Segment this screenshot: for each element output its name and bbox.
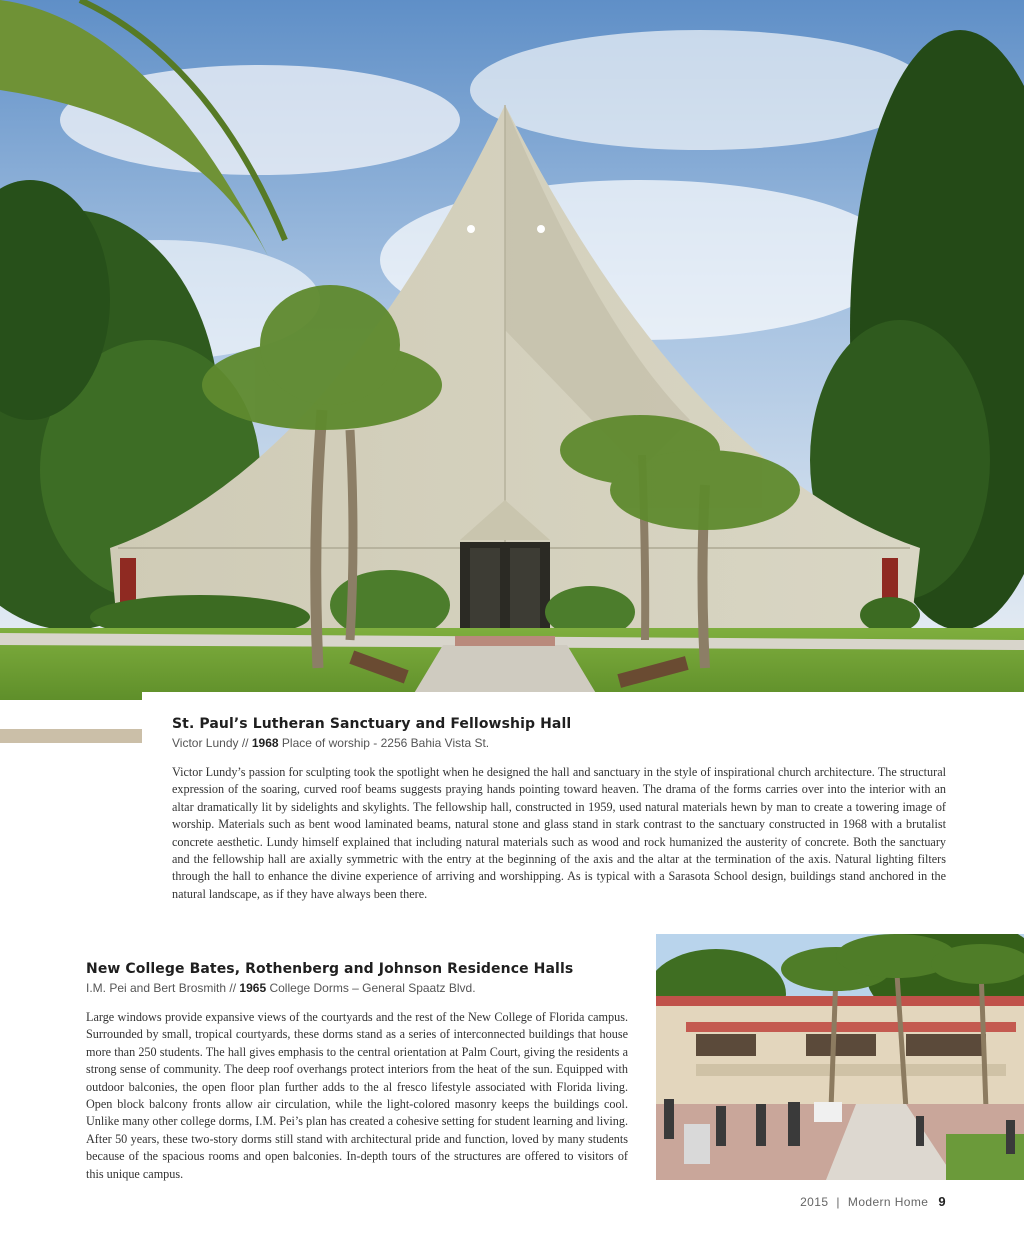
architect-name: I.M. Pei and Bert Brosmith bbox=[86, 981, 227, 995]
article-body: Victor Lundy’s passion for sculpting took the spotlight when he designed the hall and sanctuary in the style of inspirational church architecture. The structural expression of the soaring, curved roof beams suggests praying hands pointing toward heaven. The drama of the forms carries over into the interior with an altar dramatically lit by sidelights and skylights. The fellowship hall, constructed in 1959, used natural materials hewn by man to create a towering image of worship. Materials such as bent wood laminated beams, natural stone and glass stand in stark contrast to the sanctuary constructed in 1968 with a brutalist concrete aesthetic. Lundy himself explained that including natural materials such as wood and rock humanized the austerity of concrete. Both the sanctuary and the fellowship hall are axially symmetric with the entry at the beginning of the axis and the altar at the termination of the axis. Natural lighting filters through the hall to enhance the divine experience of arriving and worshipping. As is typical with a Sarasota School design, buildings stand anchored in the natural landscape, as if they have always been there. bbox=[172, 765, 946, 901]
article-title: St. Paul’s Lutheran Sanctuary and Fellowship Hall bbox=[172, 716, 572, 732]
article-meta bbox=[172, 736, 946, 750]
decorative-strip bbox=[0, 729, 142, 743]
dorm-photo bbox=[656, 934, 1024, 1180]
publication-name: Modern Home bbox=[847, 1195, 929, 1209]
year: 1968 bbox=[251, 736, 279, 750]
article-new-college bbox=[86, 961, 628, 1183]
year: 1965 bbox=[239, 981, 267, 995]
building-details: College Dorms – General Spaatz Blvd. bbox=[269, 981, 476, 995]
article-body: Large windows provide expansive views of the courtyards and the rest of the New College of Florida campus. Surrounded by small, tropical courtyards, these dorms stand as a series of interconnected buildings that house more than 250 students. The hall gives emphasis to the central orientation at Palm Court, giving the residents a strong sense of community. The deep roof overhangs protect interiors from the heat of the sun. Equipped with outdoor balconies, the open floor plan further adds to the al fresco lifestyle associated with Florida living. Open block balcony fronts allow air circulation, while the light-colored masonry keeps the buildings cool. Unlike many other college dorms, I.M. Pei’s plan has created a cohesive setting for student learning and living. After 50 years, these two-story dorms still stand with architectural pride and function, loved by many students because of the spacious rooms and open balconies. In-depth tours of the structures are offered to visitors of this unique campus. bbox=[86, 1010, 628, 1181]
footer-year: 2015 bbox=[800, 1195, 829, 1209]
meta-separator: // bbox=[229, 981, 237, 995]
dorm-illustration bbox=[656, 934, 1024, 1180]
article-meta bbox=[86, 981, 628, 995]
building-details: Place of worship - 2256 Bahia Vista St. bbox=[281, 736, 490, 750]
article-title: New College Bates, Rothenberg and Johnson Residence Halls bbox=[86, 961, 574, 977]
meta-separator: // bbox=[241, 736, 249, 750]
page-number: 9 bbox=[938, 1194, 946, 1209]
article-st-pauls bbox=[172, 716, 946, 903]
architect-name: Victor Lundy bbox=[172, 736, 239, 750]
page-footer bbox=[800, 1194, 946, 1209]
footer-separator: | bbox=[836, 1195, 840, 1209]
